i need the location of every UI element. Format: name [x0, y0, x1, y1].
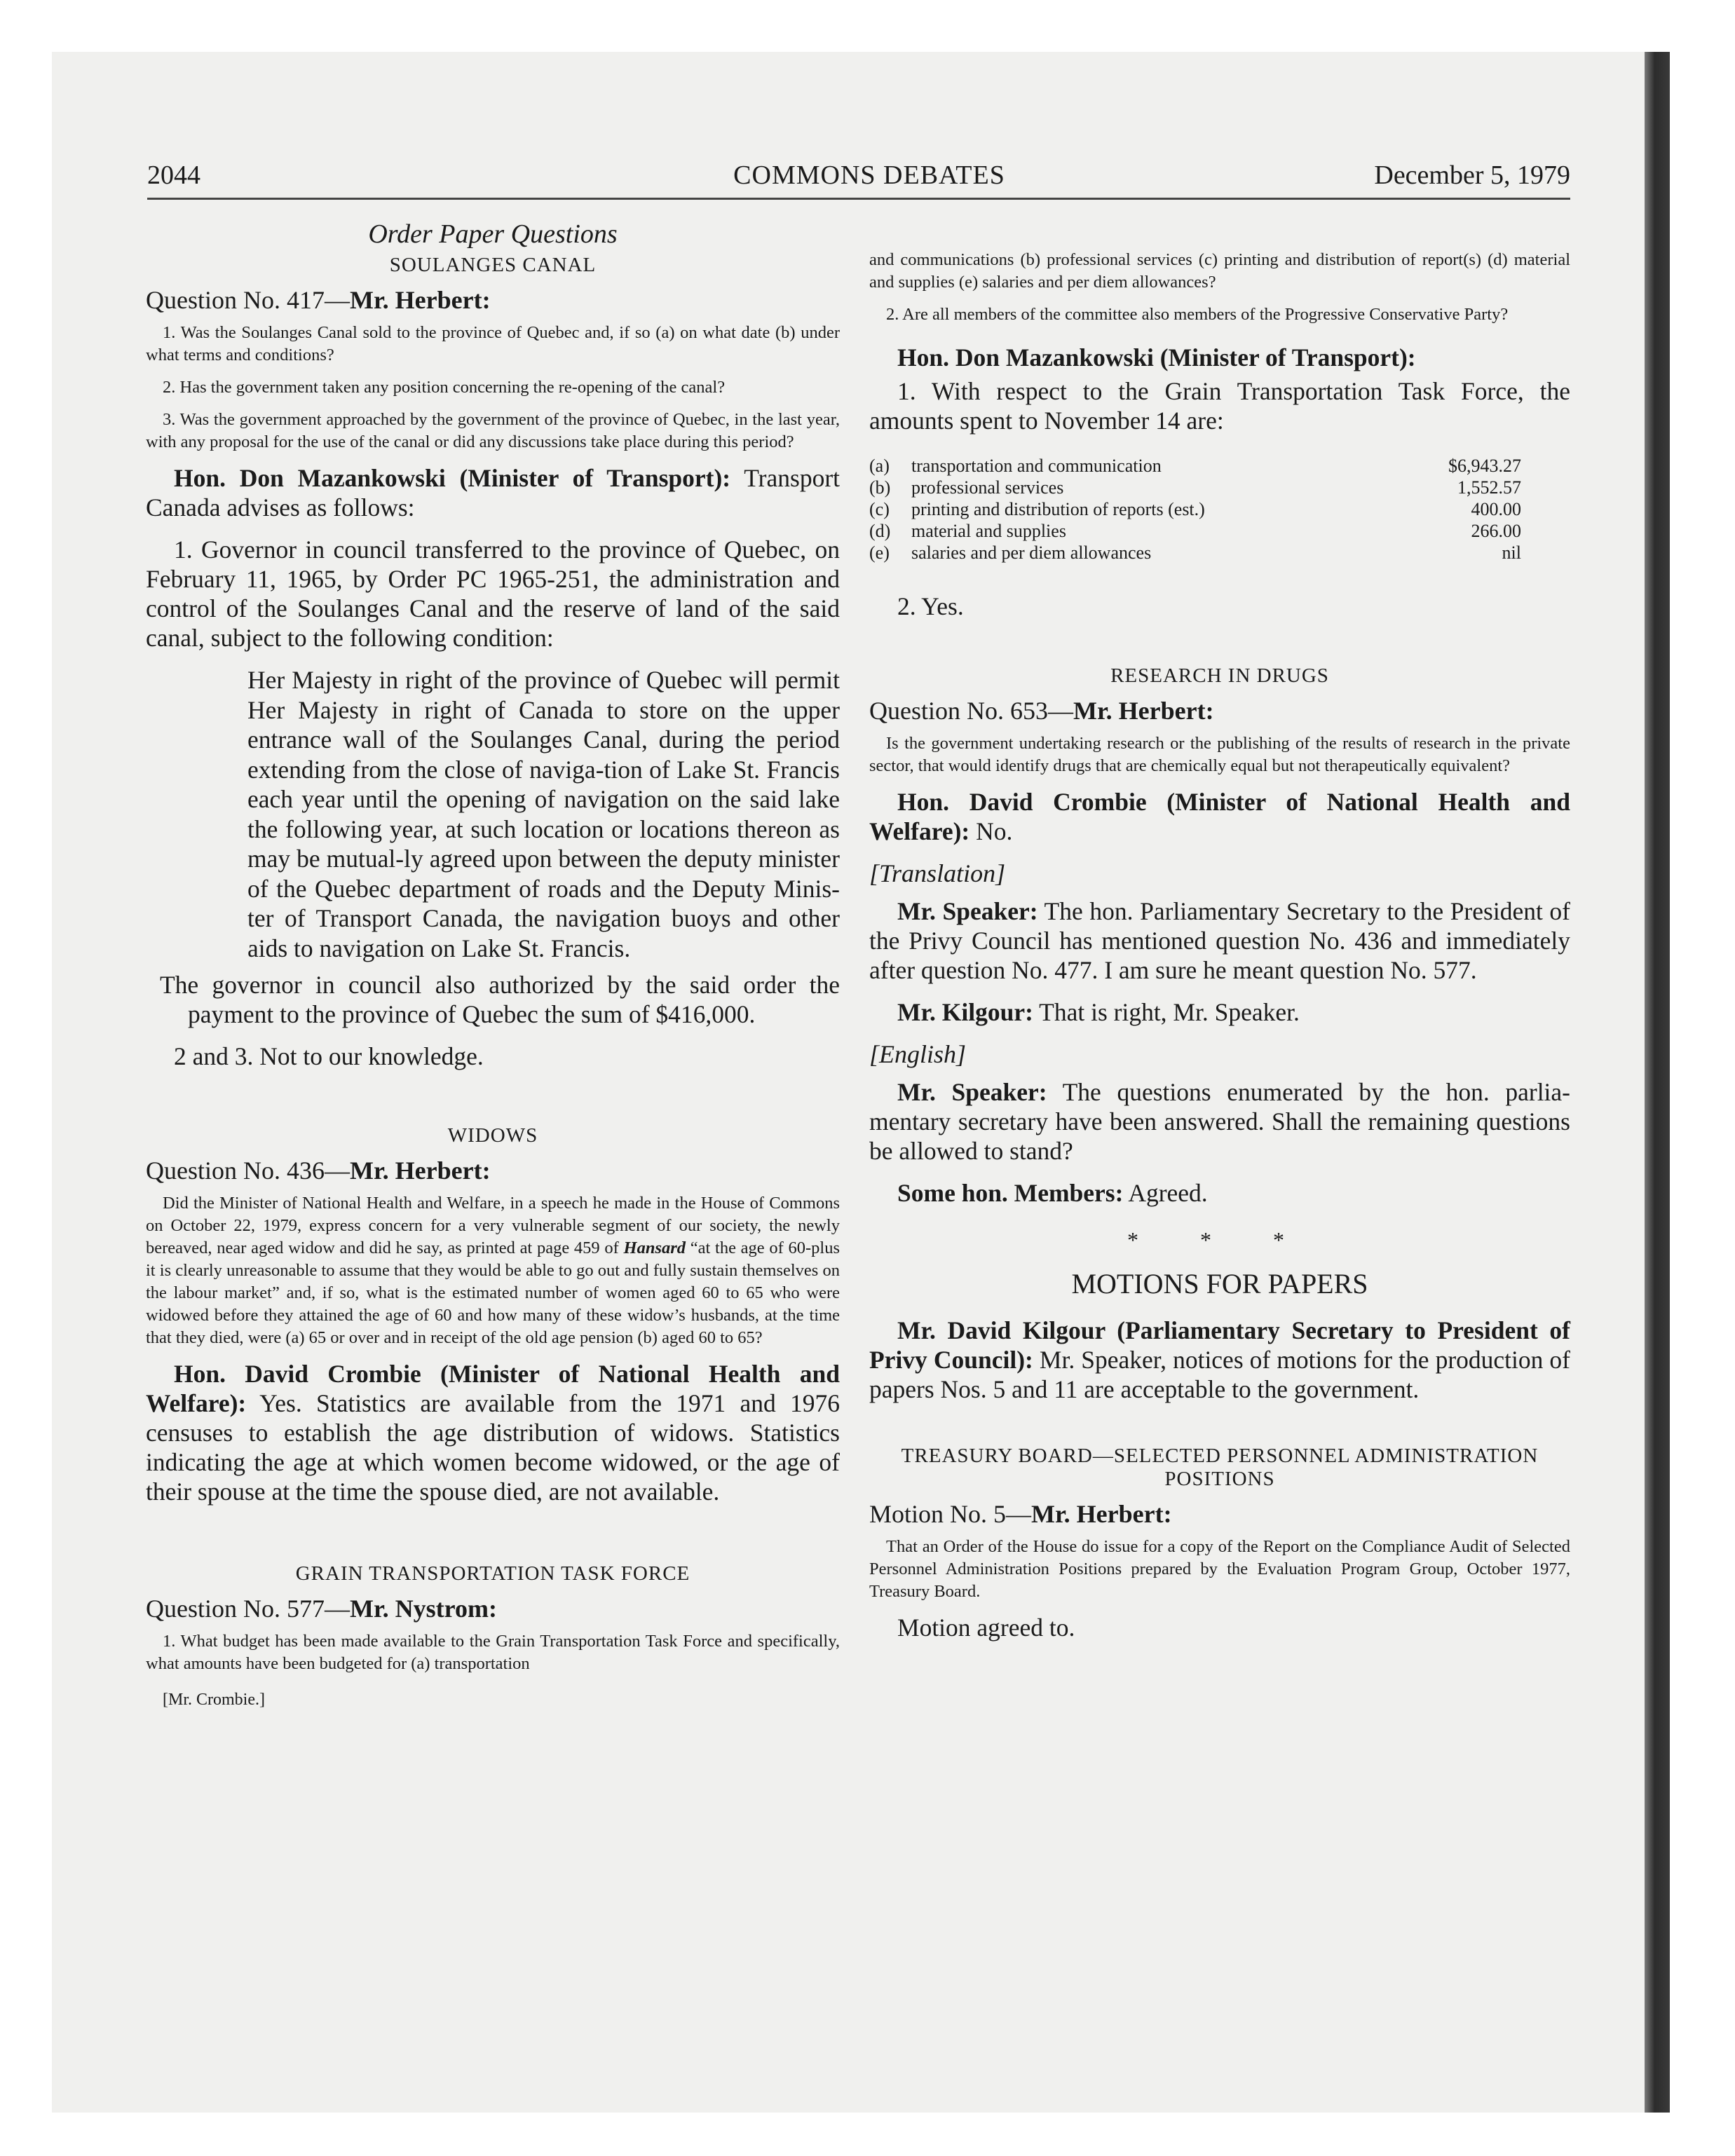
question-577-part2: 2. Are all members of the committee also members of the Progressive Conservative Party? — [886, 305, 1509, 324]
header-date: December 5, 1979 — [1374, 161, 1570, 190]
table-row: (c) printing and distribution of reports (est.) 400.00 — [869, 499, 1521, 519]
table-row: (e) salaries and per diem allowances nil — [869, 543, 1521, 563]
heading-widows: WIDOWS — [447, 1124, 538, 1147]
members-remark: Some hon. Members: Agreed. — [897, 1179, 1208, 1207]
question-653-text: Is the government undertaking research or the publishing of the results of research in the private sector, that would identify drugs that are chemically equal but not therapeutically equivalent? — [869, 734, 1570, 775]
right-column — [869, 249, 1570, 1655]
question-577-continued: and communications (b) professional services (c) printing and distribution of report(s) (d) material and supplies (e) salaries and per diem allowances? — [869, 250, 1570, 292]
answer-577-part1: 1. With respect to the Grain Transportation Task Force, the amounts spent to November 14 are: — [869, 377, 1570, 435]
answer-417-part1: 1. Governor in council transferred to the province of Quebec, on February 11, 1965, by Order PC 1965-251, the administration and control of the Soulanges Canal and the reserve of land of the said canal, subject to the following condition: — [146, 535, 840, 652]
question-417-part2: 2. Has the government taken any position concerning the re-opening of the canal? — [163, 378, 726, 397]
heading-treasury-board: TREASURY BOARD—SELECTED PERSONNEL ADMINISTRATION POSITIONS — [901, 1445, 1539, 1490]
question-577-heading: Question No. 577—Mr. Nystrom: — [146, 1595, 497, 1623]
motion-5-text: That an Order of the House do issue for a copy of the Report on the Compliance Audit of Selected Personnel Administration Positions prepared by the Evaluation Program Group, October 1977, Treasury Board. — [869, 1537, 1570, 1601]
speaker-remark-1: Mr. Speaker: The hon. Parliamentary Secretary to the President of the Privy Council has mentioned question No. 436 and immediately after question No. 477. I am sure he meant question No. 577. — [869, 897, 1570, 984]
speaker-remark-2: Mr. Speaker: The questions enumerated by the hon. parlia-mentary secretary have been answered. Shall the remaining questions be allowed to stand? — [869, 1078, 1570, 1165]
answer-417-payment: The governor in council also authorized by the said order the payment to the province of Quebec the sum of $416,000. — [160, 971, 840, 1028]
heading-motions-for-papers: MOTIONS FOR PAPERS — [1071, 1268, 1368, 1299]
table-row: (a) transportation and communication $6,943.27 — [869, 456, 1521, 476]
answer-577-part2: 2. Yes. — [897, 592, 964, 620]
left-column — [146, 210, 840, 1710]
question-417-part3: 3. Was the government approached by the government of the province of Quebec, in the last year, with any proposal for the use of the canal or did any discussions take place during this period? — [146, 410, 840, 451]
answer-436: Hon. David Crombie (Minister of National Health and Welfare): Yes. Statistics are available from the 1971 and 1976 censuses to establish the age distribution of widows. Statistics indicating the age at which women become widowed, or the age of their spouse at the time the spouse died, are not available. — [146, 1360, 840, 1506]
question-436-heading: Question No. 436—Mr. Herbert: — [146, 1157, 491, 1185]
order-condition-quote: Her Majesty in right of the province of Quebec will permit Her Majesty in right of Canada to store on the upper entrance wall of the Soulanges Canal, during the period extending from the close of naviga-tion of Lake St. Francis each year until the opening of navigation on the said lake the following year, at such location or locations thereon as may be mutual-ly agreed upon between the deputy minister of the Quebec department of roads and the Deputy Minis-ter of Transport Canada, the navigation buoys and other aids to navigation on Lake St. Francis. — [247, 666, 840, 962]
kilgour-remark: Mr. Kilgour: That is right, Mr. Speaker. — [897, 998, 1300, 1026]
question-417-part1: 1. Was the Soulanges Canal sold to the province of Quebec and, if so (a) on what date (b) under what terms and conditions? — [146, 323, 840, 364]
answer-577-speaker: Hon. Don Mazankowski (Minister of Transport): — [897, 343, 1416, 371]
heading-soulanges: SOULANGES CANAL — [389, 254, 597, 276]
header-rule — [147, 198, 1570, 200]
scan-edge-shadow — [1645, 52, 1670, 2113]
motion-5-heading: Motion No. 5—Mr. Herbert: — [869, 1500, 1172, 1528]
publication-title: COMMONS DEBATES — [733, 161, 1005, 190]
expense-table — [869, 455, 1570, 564]
heading-drugs: RESEARCH IN DRUGS — [1110, 664, 1329, 687]
section-divider-stars: * * * — [1127, 1227, 1312, 1253]
question-436-text: Did the Minister of National Health and Welfare, in a speech he made in the House of Commons on October 22, 1979, express concern for a very vulnerable segment of our society, the newly bereaved, near aged widow and did he say, as printed at page 459 of Hansard “at the age of 60-plus it is clearly unreasonable to assume that they would be able to go out and fully sustain themselves on the labour market” and, if so, what is the estimated number of women aged 60 to 65 who were widowed before they attained the age of 60 and how many of these widow’s husbands, at the time that they died, were (a) 65 or over and in receipt of the old age pension (b) aged 60 to 65? — [146, 1194, 840, 1347]
motion-5-result: Motion agreed to. — [897, 1613, 1075, 1642]
page-number: 2044 — [147, 161, 200, 190]
page-footer: [Mr. Crombie.] — [163, 1691, 265, 1709]
table-row: (b) professional services 1,552.57 — [869, 477, 1521, 498]
section-title: Order Paper Questions — [368, 219, 618, 249]
answer-417-part23: 2 and 3. Not to our knowledge. — [174, 1042, 484, 1070]
answer-653: Hon. David Crombie (Minister of National Health and Welfare): No. — [869, 788, 1570, 845]
kilgour-motions-remark: Mr. David Kilgour (Parliamentary Secretary to President of Privy Council): Mr. Speaker, notices of motions for the production of papers Nos. 5 and 11 are acceptable to the government. — [869, 1316, 1571, 1403]
heading-grain: GRAIN TRANSPORTATION TASK FORCE — [295, 1562, 690, 1585]
question-417-heading: Question No. 417—Mr. Herbert: — [146, 286, 491, 314]
english-marker: [English] — [869, 1040, 967, 1068]
answer-417-intro: Hon. Don Mazankowski (Minister of Transport): Transport Canada advises as follows: — [146, 464, 841, 521]
translation-marker: [Translation] — [869, 859, 1006, 887]
table-row: (d) material and supplies 266.00 — [869, 521, 1521, 541]
question-653-heading: Question No. 653—Mr. Herbert: — [869, 697, 1214, 725]
question-577-part1: 1. What budget has been made available to the Grain Transportation Task Force and specifically, what amounts have been budgeted for (a) transportation — [146, 1632, 840, 1673]
